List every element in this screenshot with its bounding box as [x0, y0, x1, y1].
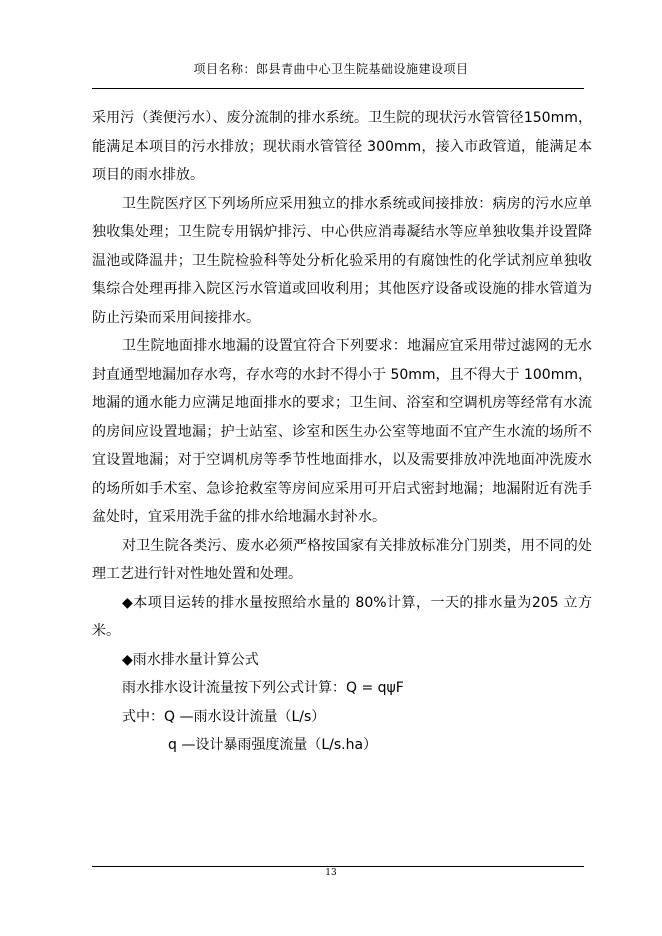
page-number: 13 — [325, 868, 337, 878]
paragraph-independent-drainage: 卫生院医疗区下列场所应采用独立的排水系统或间接排放：病房的污水应单独收集处理；卫生院专用锅炉排污、中心供应消毒凝结水等应单独收集并设置降温池或降温井；卫生院检验科等处分析化验采用的有腐蚀性的化学试剂应单独收集综合处理再排入院区污水管道或回收利用；其他医疗设备或设施的排水管道为防止污染而采用间接排水。 — [92, 195, 592, 326]
document-body — [92, 104, 592, 760]
paragraph-sewage-classification: 对卫生院各类污、废水必须严格按国家有关排放标准分门别类，用不同的处理工艺进行针对性地处置和处理。 — [92, 537, 592, 582]
paragraph-rainwater-formula-heading: ◆雨水排水量计算公式 — [122, 651, 259, 668]
paragraph-drainage-system: 采用污（粪便污水）、废分流制的排水系统。卫生院的现状污水管管径150mm，能满足本项目的污水排放；现状雨水管管径 300mm，接入市政管道，能满足本项目的雨水排放。 — [92, 110, 592, 183]
paragraph-floor-drain: 卫生院地面排水地漏的设置宜符合下列要求：地漏应宜采用带过滤网的无水封直通型地漏加存水弯，存水弯的水封不得小于 50mm，且不得大于 100mm，地漏的通水能力应满足地面排水的要求；卫生间、浴室和空调机房等经常有水流的房间应设置地漏；护士站室、诊室和医生办公室等地面不宜产生水流的场所不宜设置地漏；对于空调机房等季节性地面排水，以及需要排放冲洗地面冲洗废水的场所如手术室、急诊抢救室等房间应采用可开启式密封地漏；地漏附近有洗手盆处时，宜采用洗手盆的排水给地漏水封补水。 — [92, 338, 592, 525]
formula-variable-q-upper: 式中：Q —雨水设计流量（L/s） — [122, 708, 326, 725]
formula-variable-q-lower: q —设计暴雨强度流量（L/s.ha） — [168, 737, 378, 753]
paragraph-drainage-volume: ◆本项目运转的排水量按照给水量的 80%计算，一天的排水量为205 立方米。 — [92, 594, 592, 639]
header-divider — [92, 88, 584, 89]
paragraph-rainwater-formula: 雨水排水设计流量按下列公式计算：Q = qψF — [122, 680, 404, 696]
footer-divider — [92, 866, 584, 867]
page-header-project-title: 项目名称：郎县青曲中心卫生院基础设施建设项目 — [193, 62, 469, 76]
